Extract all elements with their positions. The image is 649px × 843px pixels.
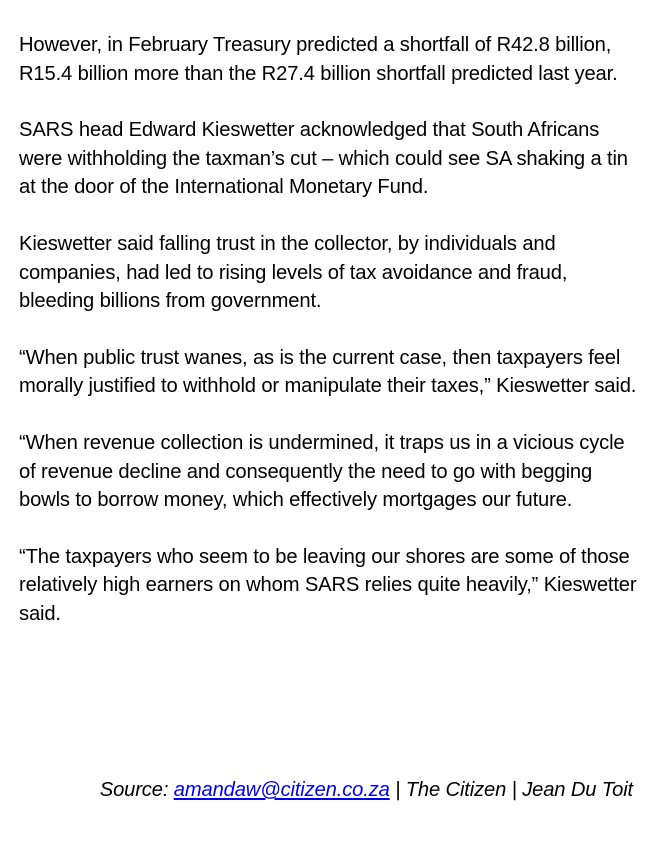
paragraph-quote-revenue-collection: “When revenue collection is undermined, it traps us in a vicious cycle of revenue decline and consequently the need to go with begging bowls to borrow money, which effectively mortgages our future. bbox=[19, 431, 625, 512]
source-email-link[interactable]: amandaw@citizen.co.za bbox=[173, 779, 390, 801]
source-prefix: Source: bbox=[99, 779, 174, 801]
paragraph-sars-head: SARS head Edward Kieswetter acknowledged that South Africans were withholding the taxman’s cut – which could see SA shaking a tin at the door of the International Monetary Fund. bbox=[19, 119, 628, 199]
paragraph-treasury-shortfall: However, in February Treasury predicted a shortfall of R42.8 billion, R15.4 billion more than the R27.4 billion shortfall predicted last year. bbox=[19, 34, 618, 85]
paragraph-falling-trust: Kieswetter said falling trust in the collector, by individuals and companies, had led to rising levels of tax avoidance and fraud, bleeding billions from government. bbox=[19, 232, 568, 313]
paragraph-quote-taxpayers-leaving: “The taxpayers who seem to be leaving our shores are some of those relatively high earners on whom SARS relies quite heavily,” Kieswetter said. bbox=[19, 545, 637, 625]
article-body bbox=[19, 31, 637, 657]
source-attribution bbox=[100, 776, 633, 805]
paragraph-quote-public-trust: “When public trust wanes, as is the current case, then taxpayers feel morally justified to withhold or manipulate their taxes,” Kieswetter said. bbox=[19, 346, 637, 398]
source-suffix: | The Citizen | Jean Du Toit bbox=[389, 779, 633, 801]
